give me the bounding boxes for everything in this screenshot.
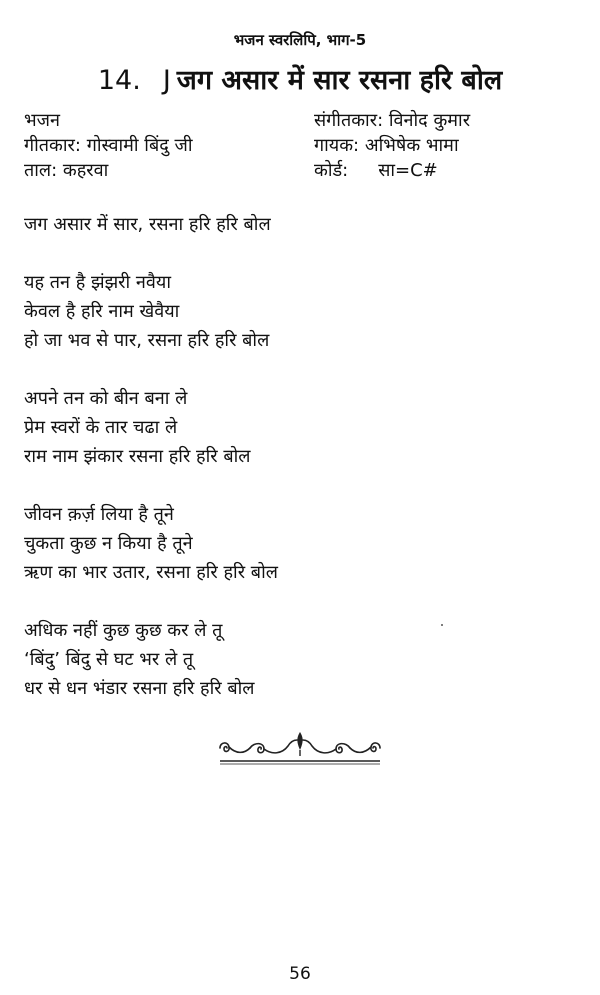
- genre-label: भजन: [24, 110, 60, 131]
- meta-row: [24, 108, 576, 133]
- lyric-line: राम नाम झंकार रसना हरि हरि बोल: [24, 446, 251, 467]
- song-title: [0, 60, 600, 97]
- stanza-3: [24, 500, 576, 587]
- lyric-line: केवल है हरि नाम खेवैया: [24, 301, 180, 322]
- lyric-line: जग असार में सार, रसना हरि हरि बोल: [24, 214, 271, 235]
- chord-info: [314, 158, 576, 183]
- meta-row: [24, 158, 576, 183]
- song-meta: [24, 108, 576, 183]
- composer-label: संगीतकार: विनोद कुमार: [314, 110, 471, 131]
- taal-label: ताल: कहरवा: [24, 160, 109, 181]
- title-mark: J: [162, 65, 171, 96]
- lyric-line: चुकता कुछ न किया है तूने: [24, 533, 193, 554]
- meta-row: [24, 133, 576, 158]
- lyric-line: यह तन है झंझरी नवैया: [24, 272, 172, 293]
- chord-label: कोर्ड:: [314, 160, 349, 181]
- lyric-line: ‘बिंदु’ बिंदु से घट भर ले तू: [24, 649, 194, 670]
- lyric-line: धर से धन भंडार रसना हरि हरि बोल: [24, 678, 255, 699]
- chord-value: सा=C#: [378, 160, 438, 181]
- lyric-line: ऋण का भार उतार, रसना हरि हरि बोल: [24, 562, 278, 583]
- song-title-text: जग असार में सार रसना हरि बोल: [176, 65, 503, 96]
- refrain: [24, 210, 576, 239]
- lyric-line: अपने तन को बीन बना ले: [24, 388, 188, 409]
- lyric-line: हो जा भव से पार, रसना हरि हरि बोल: [24, 330, 270, 351]
- singer-label: गायक: अभिषेक भामा: [314, 135, 459, 156]
- lyric-line: अधिक नहीं कुछ कुछ कर ले तू: [24, 620, 223, 641]
- page-number: 56: [289, 964, 311, 984]
- stanza-1: [24, 268, 576, 355]
- lyricist-label: गीतकार: गोस्वामी बिंदु जी: [24, 135, 193, 156]
- ornamental-divider: [218, 728, 382, 768]
- lyrics: [24, 210, 576, 732]
- stanza-2: [24, 384, 576, 471]
- lyric-line: प्रेम स्वरों के तार चढा ले: [24, 417, 178, 438]
- song-number: 14.: [97, 65, 141, 96]
- running-head: भजन स्वरलिपि, भाग-5: [233, 31, 367, 49]
- lyric-line: जीवन क़र्ज़ लिया है तूने: [24, 504, 174, 525]
- print-speck: [441, 624, 443, 626]
- stanza-4: [24, 616, 576, 703]
